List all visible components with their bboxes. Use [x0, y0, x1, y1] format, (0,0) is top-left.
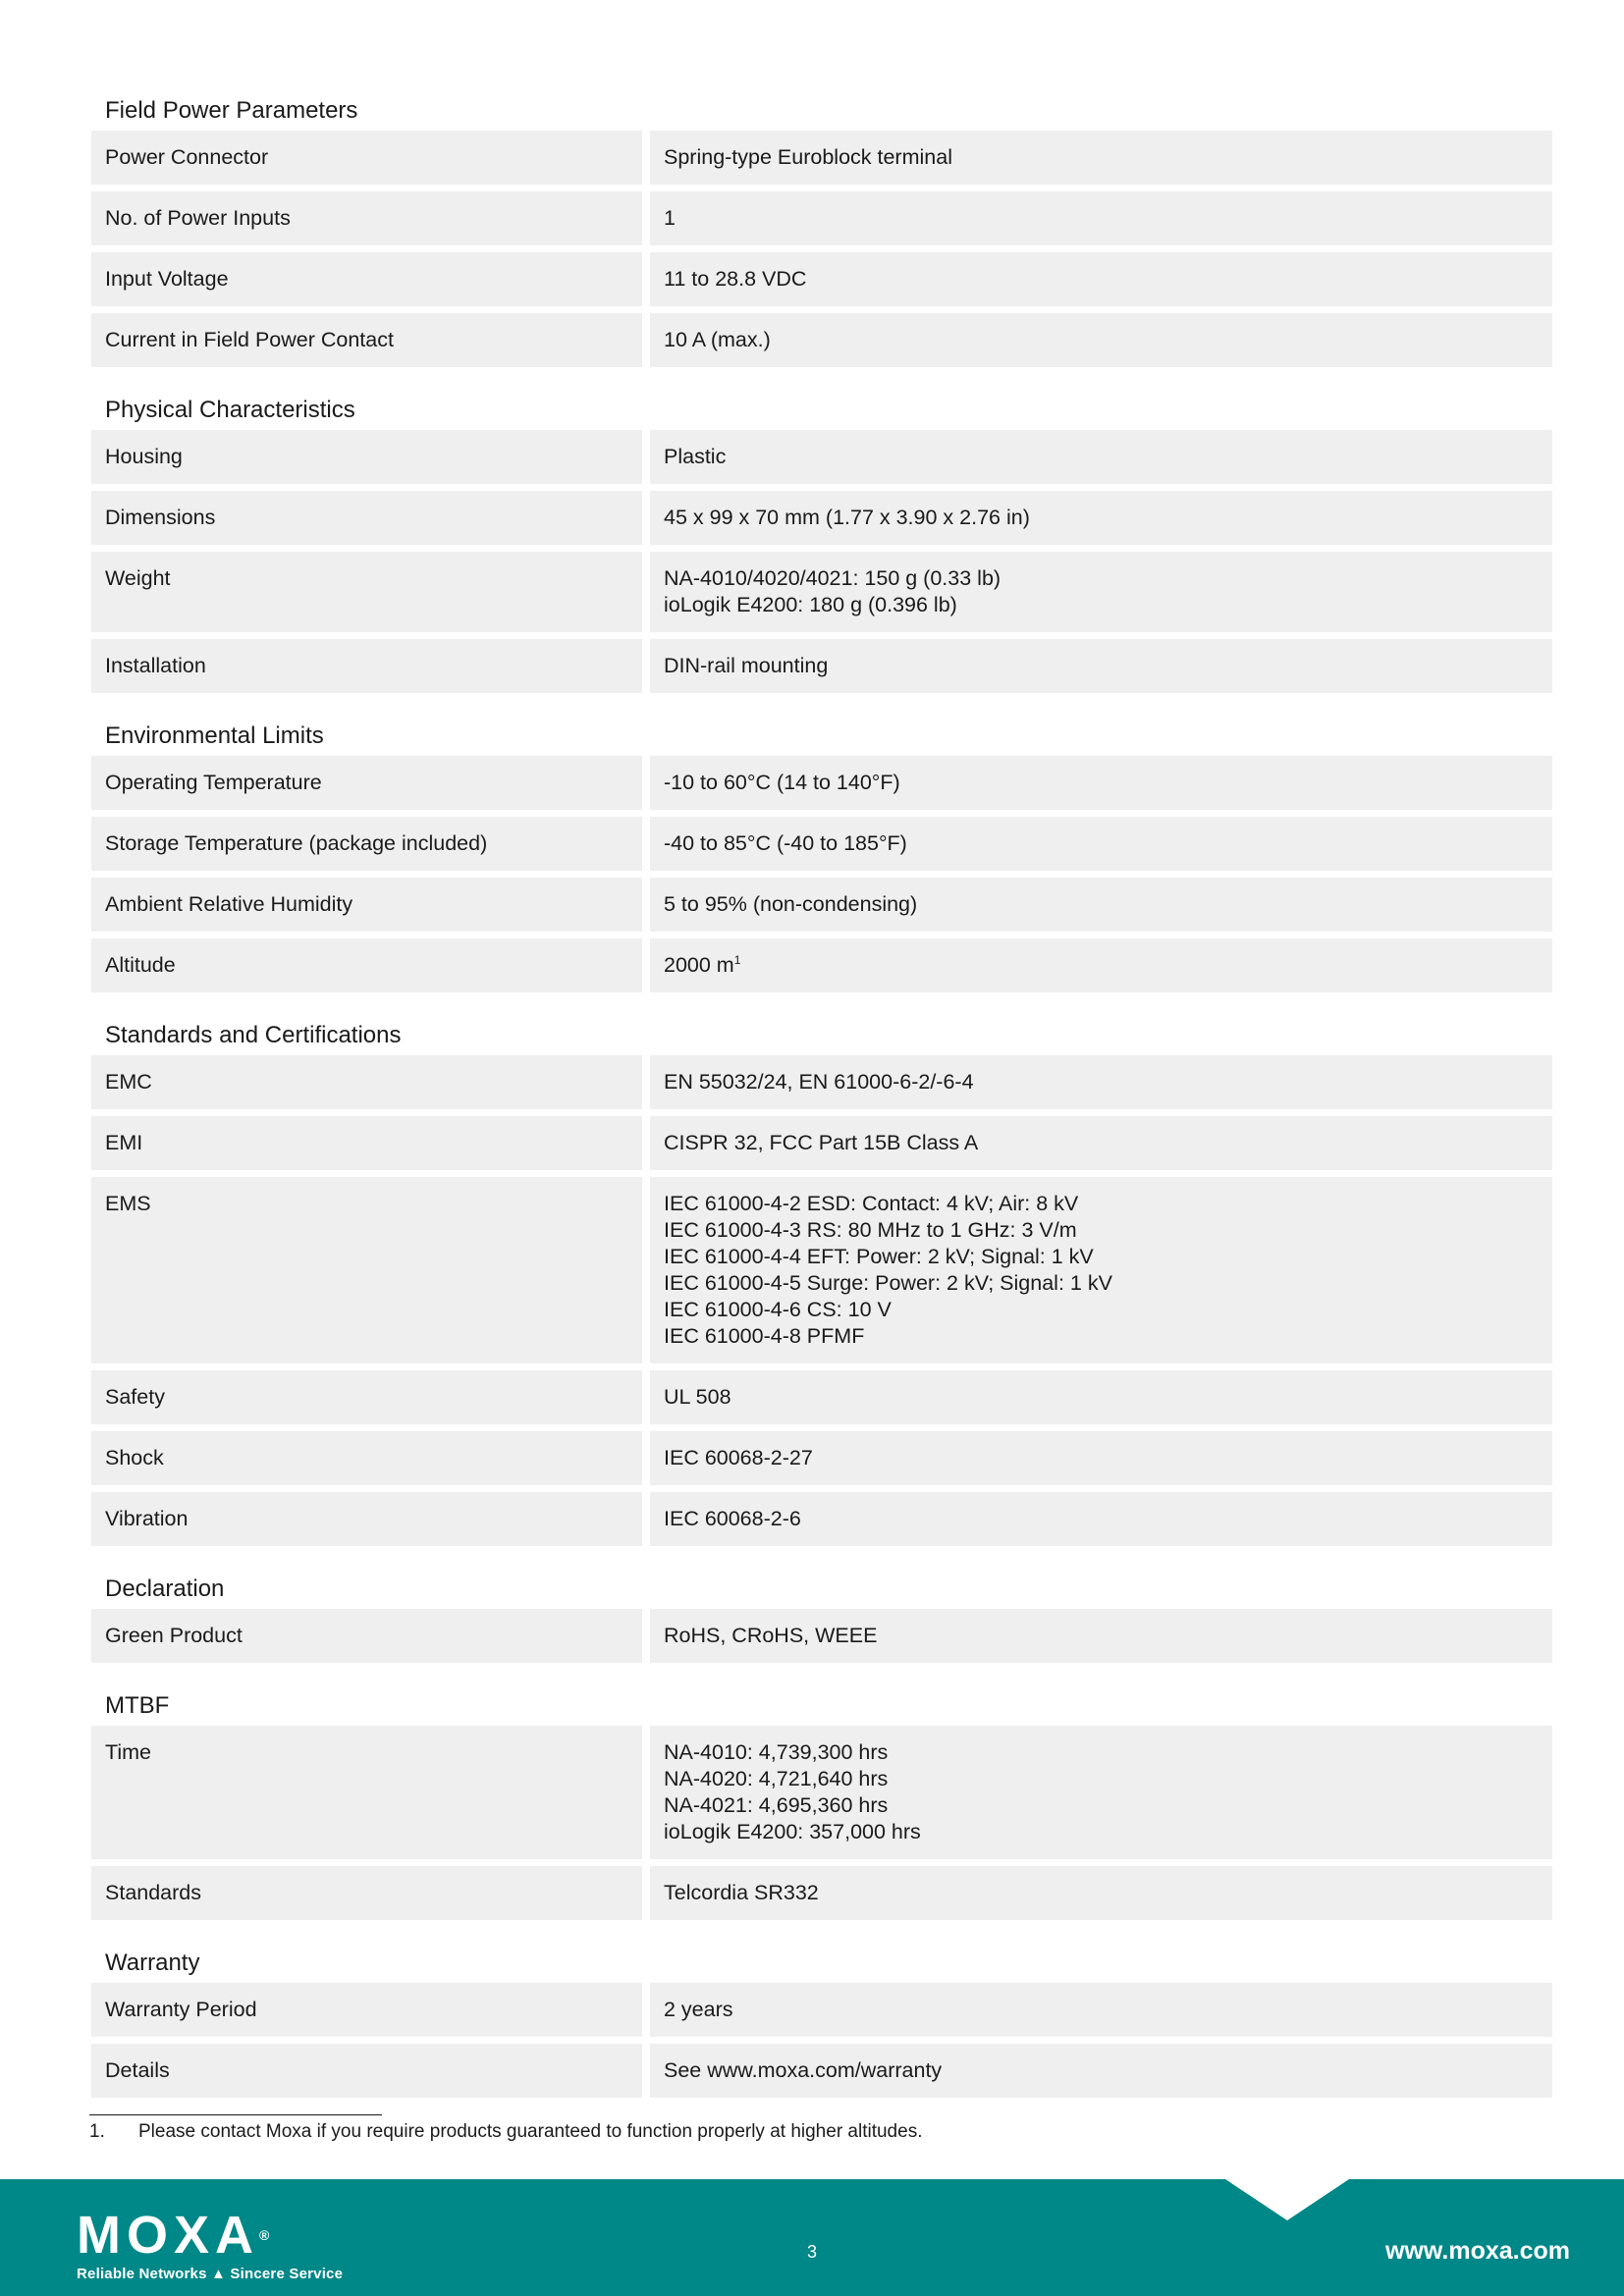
- spec-value-line: [664, 770, 1539, 796]
- spec-row: [91, 491, 1552, 545]
- spec-value-line: [664, 444, 1539, 470]
- spec-value-text: IEC 61000-4-2 ESD: Contact: 4 kV; Air: 8 kV: [664, 1192, 1079, 1215]
- spec-value: [650, 1055, 1552, 1109]
- spec-value-line: [664, 205, 1539, 232]
- spec-label: Shock: [91, 1431, 642, 1485]
- footnote-number: 1.: [89, 2121, 105, 2142]
- spec-value-text: EN 55032/24, EN 61000-6-2/-6-4: [664, 1070, 974, 1094]
- spec-value: [650, 1492, 1552, 1546]
- spec-label: EMI: [91, 1116, 642, 1170]
- spec-row: [91, 1609, 1552, 1663]
- spec-label: Operating Temperature: [91, 756, 642, 810]
- spec-row: [91, 1431, 1552, 1485]
- spec-label: EMS: [91, 1177, 642, 1363]
- spec-value-line: [664, 565, 1539, 592]
- spec-value-line: [664, 1323, 1539, 1350]
- spec-value-line: [664, 1880, 1539, 1906]
- spec-value-text: IEC 61000-4-5 Surge: Power: 2 kV; Signal: 1 kV: [664, 1271, 1112, 1295]
- spec-row: [91, 1726, 1552, 1859]
- spec-row: [91, 1983, 1552, 2037]
- logo-wordmark: MOXA: [77, 2206, 259, 2265]
- spec-value-text: Telcordia SR332: [664, 1881, 819, 1904]
- footnote-text: Please contact Moxa if you require products guaranteed to function properly at higher altitudes.: [138, 2121, 923, 2142]
- spec-value-line: [664, 1819, 1539, 1845]
- spec-value: [650, 1983, 1552, 2037]
- spec-value-line: [664, 653, 1539, 679]
- spec-value-text: ioLogik E4200: 357,000 hrs: [664, 1820, 921, 1843]
- spec-value-text: 5 to 95% (non-condensing): [664, 892, 918, 916]
- spec-label: Input Voltage: [91, 252, 642, 306]
- spec-value-text: IEC 60068-2-6: [664, 1507, 801, 1530]
- section-title: Standards and Certifications: [105, 1022, 402, 1048]
- spec-section: [91, 717, 1552, 992]
- spec-row: [91, 430, 1552, 484]
- spec-section: [91, 91, 1552, 367]
- spec-value: [650, 430, 1552, 484]
- spec-value-line: [664, 952, 1539, 979]
- footnote-ref: 1: [733, 952, 741, 967]
- spec-value-line: [664, 1739, 1539, 1766]
- spec-value-line: [664, 891, 1539, 918]
- section-title: MTBF: [105, 1692, 170, 1719]
- spec-label: Current in Field Power Contact: [91, 313, 642, 367]
- spec-row: [91, 313, 1552, 367]
- spec-value: [650, 252, 1552, 306]
- spec-row: [91, 639, 1552, 693]
- spec-value-text: -10 to 60°C (14 to 140°F): [664, 771, 900, 794]
- spec-value: [650, 131, 1552, 185]
- spec-value-text: CISPR 32, FCC Part 15B Class A: [664, 1131, 979, 1154]
- spec-value-line: [664, 1270, 1539, 1297]
- spec-row: [91, 878, 1552, 932]
- logo-tagline: Reliable Networks ▲ Sincere Service: [77, 2266, 344, 2282]
- spec-label: Ambient Relative Humidity: [91, 878, 642, 932]
- spec-row: [91, 1177, 1552, 1363]
- spec-value-text: 10 A (max.): [664, 328, 771, 351]
- website-link[interactable]: www.moxa.com: [1384, 2237, 1570, 2265]
- spec-value: [650, 552, 1552, 632]
- spec-value-line: [664, 1766, 1539, 1792]
- spec-value-text: 11 to 28.8 VDC: [664, 267, 807, 291]
- spec-value: [650, 1866, 1552, 1920]
- spec-label: Installation: [91, 639, 642, 693]
- spec-value-line: [664, 1623, 1539, 1649]
- spec-row: [91, 1370, 1552, 1424]
- spec-value: [650, 1726, 1552, 1859]
- footer-notch: [1225, 2179, 1349, 2220]
- spec-value: [650, 878, 1552, 932]
- spec-value-text: 45 x 99 x 70 mm (1.77 x 3.90 x 2.76 in): [664, 506, 1030, 529]
- spec-value-line: [664, 592, 1539, 618]
- spec-row: [91, 131, 1552, 185]
- spec-section: [91, 391, 1552, 693]
- spec-value-text: IEC 60068-2-27: [664, 1446, 813, 1469]
- spec-label: Green Product: [91, 1609, 642, 1663]
- spec-row: [91, 1055, 1552, 1109]
- spec-value: [650, 756, 1552, 810]
- spec-value-text: IEC 61000-4-4 EFT: Power: 2 kV; Signal: 1 kV: [664, 1245, 1094, 1268]
- spec-label: Storage Temperature (package included): [91, 817, 642, 871]
- spec-value-line: [664, 1792, 1539, 1819]
- spec-row: [91, 756, 1552, 810]
- spec-value-text: Plastic: [664, 445, 727, 468]
- spec-value-line: [664, 1130, 1539, 1156]
- spec-value-text: UL 508: [664, 1385, 731, 1409]
- spec-value-text: NA-4010: 4,739,300 hrs: [664, 1740, 889, 1764]
- section-title: Field Power Parameters: [105, 97, 358, 124]
- spec-label: Details: [91, 2044, 642, 2098]
- page-number: 3: [806, 2242, 817, 2262]
- spec-value-text: IEC 61000-4-3 RS: 80 MHz to 1 GHz: 3 V/m: [664, 1218, 1077, 1242]
- spec-row: [91, 1866, 1552, 1920]
- spec-value-text: RoHS, CRoHS, WEEE: [664, 1624, 878, 1647]
- spec-row: [91, 191, 1552, 245]
- spec-value-text: NA-4021: 4,695,360 hrs: [664, 1793, 889, 1817]
- spec-value-text: ioLogik E4200: 180 g (0.396 lb): [664, 593, 957, 616]
- spec-section: [91, 1686, 1552, 1920]
- spec-value-line: [664, 1506, 1539, 1532]
- spec-value: [650, 491, 1552, 545]
- section-title: Environmental Limits: [105, 722, 324, 749]
- spec-label: Power Connector: [91, 131, 642, 185]
- spec-value-line: [664, 505, 1539, 531]
- spec-value-text: 1: [664, 206, 676, 230]
- spec-label: No. of Power Inputs: [91, 191, 642, 245]
- footnote: [89, 2121, 922, 2143]
- spec-row: [91, 2044, 1552, 2098]
- spec-row: [91, 252, 1552, 306]
- spec-value-line: [664, 830, 1539, 857]
- spec-value-line: [664, 144, 1539, 171]
- spec-value-line: [664, 1384, 1539, 1411]
- spec-label: Altitude: [91, 938, 642, 992]
- spec-value-text: -40 to 85°C (-40 to 185°F): [664, 831, 907, 855]
- spec-value-text: IEC 61000-4-6 CS: 10 V: [664, 1298, 892, 1321]
- spec-value: [650, 191, 1552, 245]
- spec-value: [650, 1609, 1552, 1663]
- spec-value-line: [664, 2057, 1539, 2084]
- spec-value-text: Spring-type Euroblock terminal: [664, 145, 952, 169]
- spec-value-text: NA-4020: 4,721,640 hrs: [664, 1767, 889, 1790]
- spec-value: [650, 2044, 1552, 2098]
- spec-value-line: [664, 1191, 1539, 1217]
- spec-value: [650, 938, 1552, 992]
- spec-value: [650, 1177, 1552, 1363]
- spec-value: [650, 313, 1552, 367]
- spec-value-line: [664, 1069, 1539, 1095]
- spec-label: Dimensions: [91, 491, 642, 545]
- spec-row: [91, 938, 1552, 992]
- spec-section: [91, 1570, 1552, 1663]
- spec-label: Time: [91, 1726, 642, 1859]
- logo-registered-mark: ®: [259, 2227, 276, 2243]
- spec-value-text: NA-4010/4020/4021: 150 g (0.33 lb): [664, 566, 1001, 590]
- spec-value-text: IEC 61000-4-8 PFMF: [664, 1324, 865, 1348]
- spec-value-text: 2000 m: [664, 953, 734, 977]
- spec-label: Standards: [91, 1866, 642, 1920]
- spec-label: Vibration: [91, 1492, 642, 1546]
- section-title: Physical Characteristics: [105, 397, 355, 423]
- spec-value: [650, 1116, 1552, 1170]
- spec-value-text: See www.moxa.com/warranty: [664, 2058, 943, 2082]
- spec-content: [91, 91, 1552, 2105]
- spec-row: [91, 817, 1552, 871]
- spec-value-line: [664, 1445, 1539, 1471]
- spec-value: [650, 817, 1552, 871]
- section-title: Declaration: [105, 1575, 225, 1602]
- spec-value-line: [664, 1217, 1539, 1244]
- spec-section: [91, 1016, 1552, 1546]
- spec-value-line: [664, 1244, 1539, 1270]
- spec-value-line: [664, 1297, 1539, 1323]
- spec-row: [91, 1116, 1552, 1170]
- spec-value-text: 2 years: [664, 1998, 733, 2021]
- spec-value: [650, 1431, 1552, 1485]
- spec-row: [91, 552, 1552, 632]
- spec-section: [91, 1944, 1552, 2098]
- section-title: Warranty: [105, 1949, 200, 1976]
- spec-value-line: [664, 327, 1539, 353]
- footnote-rule: [89, 2114, 382, 2115]
- spec-value-line: [664, 1997, 1539, 2023]
- spec-value: [650, 1370, 1552, 1424]
- spec-label: EMC: [91, 1055, 642, 1109]
- spec-row: [91, 1492, 1552, 1546]
- spec-label: Housing: [91, 430, 642, 484]
- spec-value: [650, 639, 1552, 693]
- spec-value-text: DIN-rail mounting: [664, 654, 829, 677]
- spec-value-line: [664, 266, 1539, 293]
- spec-label: Safety: [91, 1370, 642, 1424]
- spec-label: Weight: [91, 552, 642, 632]
- spec-label: Warranty Period: [91, 1983, 642, 2037]
